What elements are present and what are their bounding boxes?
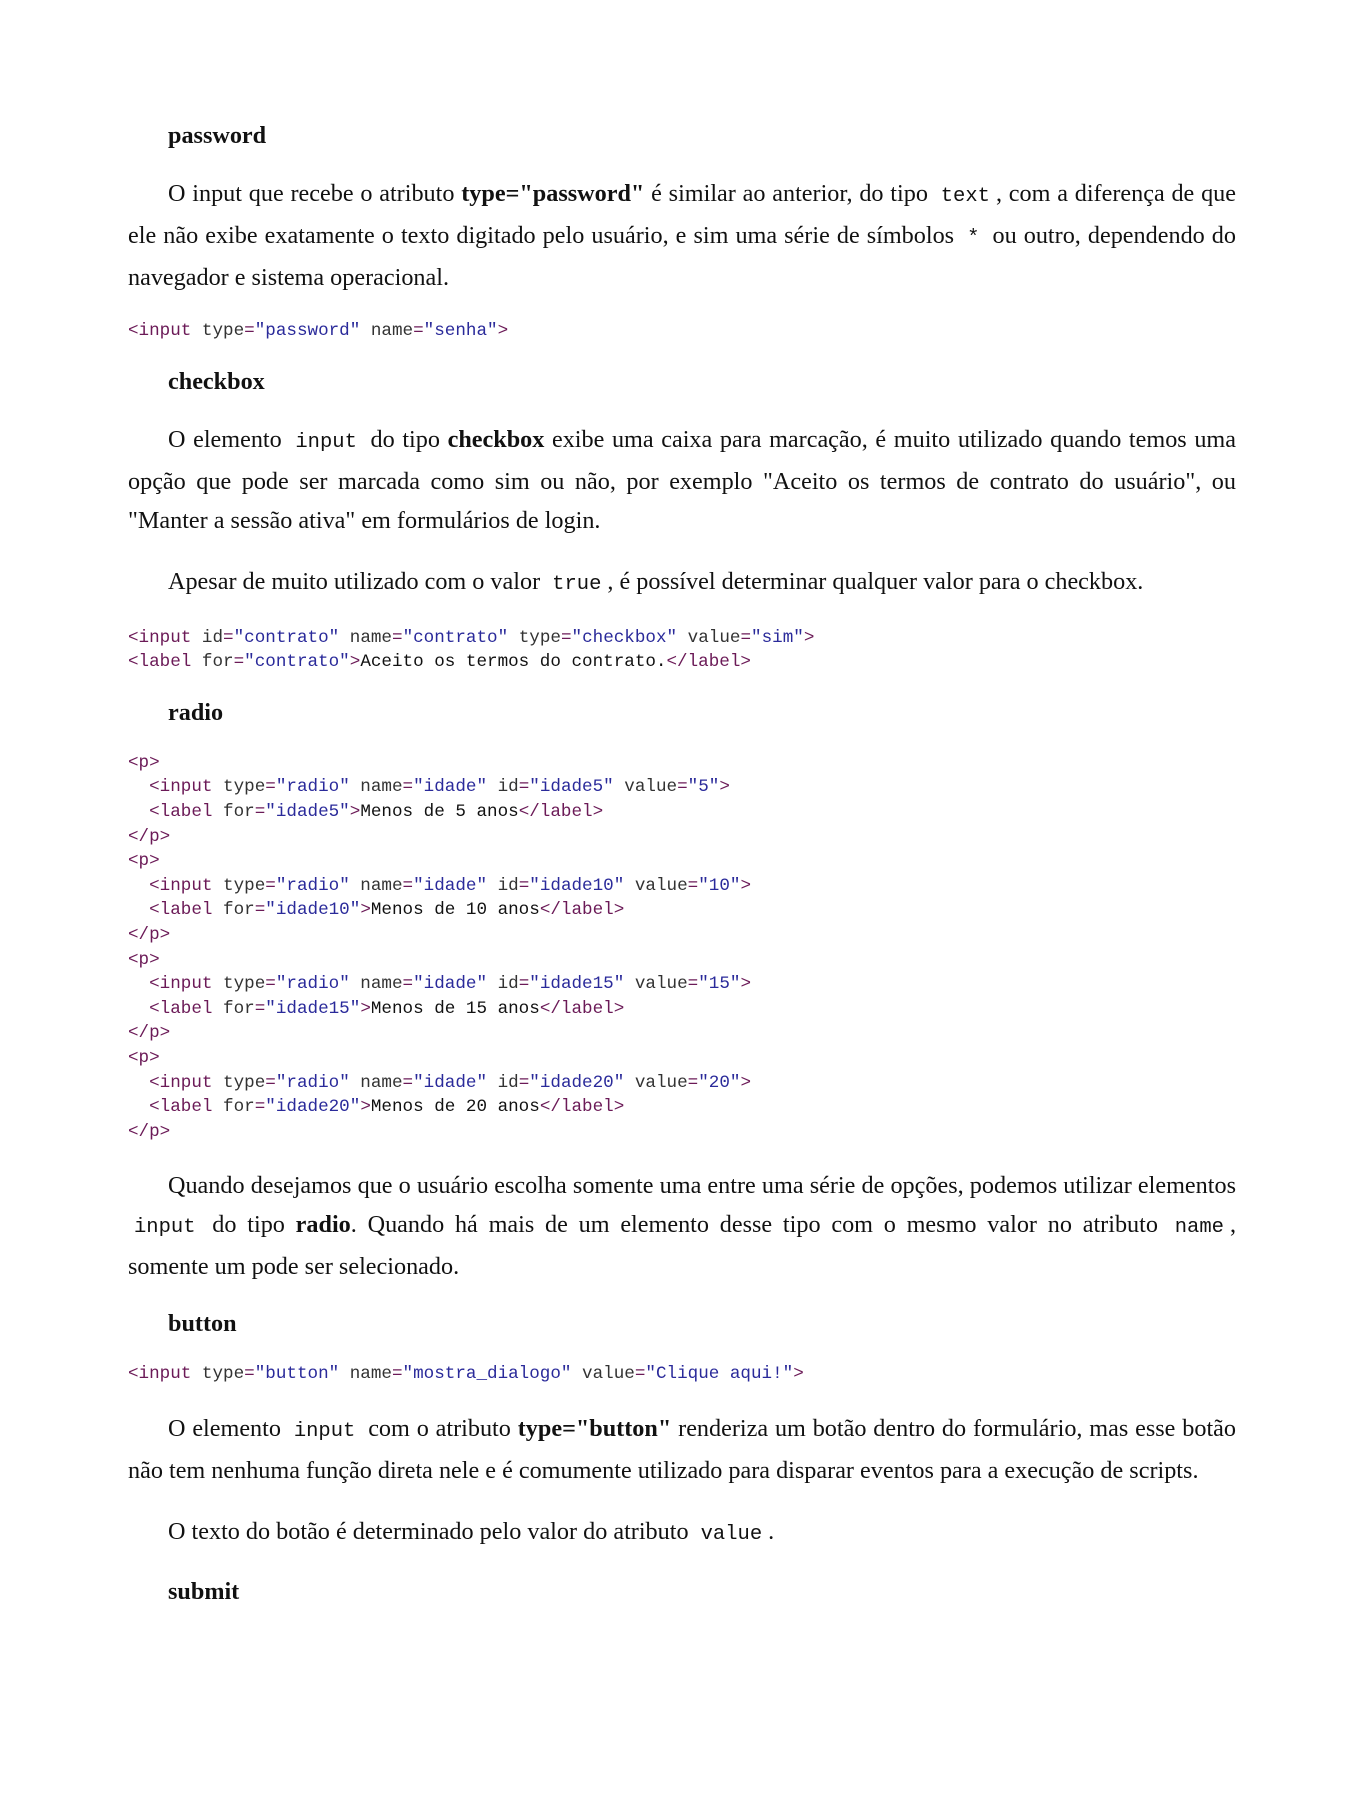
- code-token: <input: [149, 875, 213, 896]
- inline-code: text: [940, 185, 990, 208]
- code-token: "sim": [751, 627, 804, 648]
- code-token: Menos de 20 anos: [370, 1097, 540, 1118]
- bold-run: type="button": [517, 1414, 672, 1442]
- code-token: =: [677, 777, 688, 798]
- code-token: name: [339, 627, 392, 648]
- code-line: [128, 1095, 1236, 1120]
- text-run: do tipo: [362, 425, 448, 453]
- paragraph-checkbox-1: [128, 420, 1236, 540]
- code-token: <label: [149, 801, 213, 822]
- code-token: <label: [149, 900, 213, 921]
- text-run: exibe uma caixa para marcação, é muito utilizado quando temos uma opção que pode ser marcada como sim ou não, por exemplo "Aceito os termos de contrato do usuário", ou "Manter a sessão ativa" em formulários de login.: [128, 425, 1236, 534]
- text-run: . Quando há mais de um elemento desse tipo com o mesmo valor no atributo: [350, 1211, 1169, 1239]
- code-token: "idade": [413, 777, 488, 798]
- code-token: =: [265, 1072, 276, 1093]
- code-token: >: [360, 1097, 371, 1118]
- code-token: value: [677, 627, 741, 648]
- code-line: [128, 825, 1236, 850]
- code-token: <label: [149, 998, 213, 1019]
- code-line: [128, 626, 1236, 651]
- heading-button: button: [168, 1310, 237, 1338]
- code-token: [128, 876, 149, 896]
- code-token: =: [244, 321, 255, 341]
- code-token: =: [223, 627, 234, 648]
- code-token: "radio": [275, 777, 350, 798]
- code-token: =: [392, 627, 403, 648]
- inline-code: input: [293, 1419, 356, 1443]
- code-token: value: [571, 1364, 635, 1385]
- text-run: O input que recebe o atributo: [168, 180, 462, 207]
- code-line: [128, 1071, 1236, 1096]
- code-token: [128, 802, 149, 822]
- inline-code: true: [552, 572, 602, 596]
- text-run: , somente um pode ser selecionado.: [128, 1211, 1236, 1281]
- code-token: =: [518, 777, 530, 798]
- code-token: =: [254, 1097, 266, 1118]
- code-token: value: [613, 777, 678, 798]
- inline-code: value: [700, 1522, 763, 1546]
- code-token: name: [349, 875, 403, 896]
- code-token: =: [687, 875, 699, 896]
- code-token: value: [624, 1072, 688, 1093]
- code-token: id: [487, 974, 519, 995]
- code-token: <input: [149, 777, 213, 798]
- code-token: [128, 777, 149, 797]
- code-token: >: [349, 801, 361, 822]
- code-token: </label>: [539, 998, 625, 1019]
- code-token: Aceito os termos do contrato.: [360, 652, 667, 673]
- code-token: =: [254, 998, 266, 1019]
- code-line: [128, 874, 1236, 899]
- code-token: >: [740, 1072, 752, 1093]
- code-line: [128, 650, 1236, 675]
- code-block-checkbox: [128, 626, 1236, 675]
- code-token: [128, 1097, 149, 1117]
- code-token: </label>: [518, 801, 604, 822]
- code-token: for: [212, 998, 255, 1019]
- code-token: "idade10": [265, 900, 361, 921]
- code-token: =: [265, 777, 276, 798]
- code-token: =: [254, 900, 266, 921]
- code-token: "5": [687, 777, 720, 798]
- text-run: é similar ao anterior, do tipo: [644, 180, 935, 207]
- code-token: =: [254, 801, 266, 822]
- bold-run: radio: [295, 1211, 351, 1239]
- code-token: for: [212, 1097, 255, 1118]
- inline-code: input: [134, 1216, 196, 1240]
- code-token: [128, 974, 149, 994]
- code-token: >: [740, 875, 752, 896]
- code-token: name: [339, 1364, 392, 1385]
- paragraph-radio: [128, 1166, 1236, 1286]
- text-run: do tipo: [201, 1211, 296, 1239]
- code-token: Menos de 10 anos: [370, 900, 540, 921]
- code-token: "idade20": [265, 1097, 361, 1118]
- code-token: value: [624, 974, 688, 995]
- code-token: for: [212, 900, 255, 921]
- code-token: "15": [698, 974, 741, 995]
- code-line: [128, 997, 1236, 1022]
- inline-code: name: [1174, 1216, 1224, 1240]
- code-token: "password": [254, 321, 361, 341]
- code-token: =: [740, 627, 752, 648]
- code-token: "radio": [275, 974, 350, 995]
- code-token: =: [402, 1072, 414, 1093]
- code-token: =: [265, 974, 276, 995]
- code-token: name: [349, 777, 403, 798]
- text-run: renderiza um botão dentro do formulário, mas esse botão não tem nenhuma função direta nele e é comumente utilizado para disparar eventos para a execução de scripts.: [128, 1414, 1237, 1484]
- code-token: <p>: [128, 851, 160, 872]
- code-token: "10": [698, 875, 741, 896]
- code-token: [128, 1073, 149, 1093]
- code-token: type: [212, 777, 266, 798]
- code-token: "20": [698, 1072, 741, 1093]
- code-token: =: [265, 875, 276, 896]
- code-token: [128, 999, 149, 1019]
- paragraph-button-1: [128, 1409, 1236, 1490]
- code-token: <p>: [128, 1047, 160, 1068]
- bold-run: checkbox: [447, 425, 545, 453]
- code-token: </label>: [666, 652, 751, 673]
- code-token: id: [487, 777, 519, 798]
- code-token: =: [518, 875, 530, 896]
- code-token: "idade5": [529, 777, 614, 798]
- code-token: </label>: [539, 1097, 625, 1118]
- code-token: >: [793, 1364, 804, 1385]
- code-line: [128, 972, 1236, 997]
- code-token: name: [349, 1072, 403, 1093]
- code-token: >: [497, 321, 509, 341]
- code-token: "Clique aqui!": [645, 1364, 794, 1385]
- paragraph-password: [128, 174, 1236, 297]
- text-run: , com a diferença de que ele não exibe exatamente o texto digitado pelo usuário, e sim uma série de símbolos: [128, 180, 1237, 249]
- code-token: =: [687, 1072, 699, 1093]
- code-token: >: [360, 900, 371, 921]
- text-run: Apesar de muito utilizado com o valor: [168, 567, 547, 595]
- code-line: [128, 1046, 1236, 1071]
- code-token: Menos de 15 anos: [370, 998, 540, 1019]
- code-token: =: [402, 974, 414, 995]
- code-token: =: [518, 1072, 530, 1093]
- code-token: "idade5": [265, 801, 350, 822]
- code-token: >: [803, 627, 815, 648]
- heading-password: password: [168, 122, 267, 149]
- code-token: "mostra_dialogo": [402, 1364, 572, 1385]
- bold-run: type="password": [461, 180, 645, 207]
- code-token: =: [560, 627, 572, 648]
- document-page: [128, 120, 1236, 1630]
- text-run: O elemento: [168, 1414, 288, 1442]
- code-token: <input: [149, 1072, 213, 1093]
- code-token: "contrato": [233, 627, 340, 648]
- code-token: value: [624, 875, 688, 896]
- code-token: type: [212, 1072, 266, 1093]
- code-token: <input: [128, 1364, 192, 1385]
- code-token: type: [191, 1364, 245, 1385]
- code-token: type: [191, 321, 245, 341]
- code-block-button: [128, 1362, 1236, 1387]
- code-block-radio: [128, 751, 1236, 1145]
- code-line: [128, 948, 1236, 973]
- code-token: </label>: [539, 900, 625, 921]
- inline-code: input: [295, 430, 357, 454]
- code-token: "radio": [275, 1072, 350, 1093]
- code-token: "contrato": [402, 627, 509, 648]
- code-token: <label: [149, 1097, 213, 1118]
- inline-code: *: [967, 227, 980, 250]
- code-token: </p>: [128, 826, 171, 847]
- code-token: "contrato": [244, 652, 350, 673]
- code-token: =: [244, 1364, 255, 1385]
- code-token: "idade": [413, 1072, 488, 1093]
- code-line: [128, 800, 1236, 825]
- code-token: =: [518, 974, 530, 995]
- code-token: "idade10": [529, 875, 625, 896]
- code-token: </p>: [128, 1121, 171, 1142]
- code-token: for: [191, 652, 234, 673]
- code-token: "idade15": [265, 998, 361, 1019]
- code-token: =: [413, 321, 424, 341]
- code-token: <p>: [128, 949, 160, 970]
- code-token: =: [402, 777, 414, 798]
- text-run: com o atributo: [361, 1414, 518, 1442]
- heading-checkbox: checkbox: [168, 367, 265, 395]
- code-token: </p>: [128, 924, 171, 945]
- code-token: type: [212, 974, 266, 995]
- code-line: [128, 1362, 1236, 1387]
- code-token: <input: [128, 627, 192, 648]
- code-line: [128, 849, 1236, 874]
- code-token: >: [719, 777, 730, 798]
- code-token: <input: [149, 974, 213, 995]
- code-token: =: [391, 1364, 403, 1385]
- paragraph-button-2: [128, 1512, 1236, 1554]
- code-token: [128, 900, 149, 920]
- code-line: [128, 775, 1236, 800]
- heading-submit: submit: [168, 1577, 240, 1605]
- paragraph-checkbox-2: [128, 562, 1236, 604]
- code-token: id: [487, 875, 519, 896]
- code-token: type: [212, 875, 266, 896]
- code-token: "button": [254, 1364, 340, 1385]
- code-token: >: [349, 652, 361, 673]
- code-token: =: [687, 974, 699, 995]
- code-token: =: [634, 1364, 646, 1385]
- code-line: [128, 319, 1236, 344]
- code-token: id: [487, 1072, 519, 1093]
- code-token: "checkbox": [571, 627, 678, 648]
- code-token: for: [212, 801, 255, 822]
- code-token: <p>: [128, 752, 160, 773]
- code-token: Menos de 5 anos: [360, 801, 519, 822]
- code-line: [128, 898, 1236, 923]
- code-token: "idade15": [529, 974, 625, 995]
- code-token: =: [233, 652, 245, 673]
- text-run: , é possível determinar qualquer valor para o checkbox.: [607, 567, 1144, 595]
- text-run: O elemento: [168, 425, 290, 453]
- code-token: =: [402, 875, 414, 896]
- text-run: O texto do botão é determinado pelo valor do atributo: [168, 1517, 695, 1545]
- heading-radio: radio: [168, 698, 224, 726]
- code-token: "senha": [423, 321, 498, 341]
- code-token: </p>: [128, 1023, 171, 1044]
- code-line: [128, 1021, 1236, 1046]
- code-token: "idade20": [529, 1072, 625, 1093]
- code-line: [128, 1120, 1236, 1145]
- code-token: <input: [128, 321, 192, 341]
- code-token: "radio": [275, 875, 350, 896]
- code-token: >: [740, 974, 752, 995]
- code-line: [128, 751, 1236, 776]
- code-token: "idade": [413, 875, 488, 896]
- text-run: Quando desejamos que o usuário escolha somente uma entre uma série de opções, podemos utilizar elementos: [168, 1172, 1236, 1200]
- code-token: id: [191, 627, 224, 648]
- code-token: name: [349, 974, 403, 995]
- code-token: name: [360, 321, 414, 341]
- code-block-password: [128, 319, 1236, 344]
- code-token: "idade": [413, 974, 488, 995]
- code-token: <label: [128, 652, 192, 673]
- code-token: type: [508, 627, 561, 648]
- text-run: ou outro, dependendo do navegador e sistema operacional.: [128, 222, 1236, 291]
- code-token: >: [360, 998, 371, 1019]
- text-run: .: [768, 1517, 775, 1545]
- code-line: [128, 923, 1236, 948]
